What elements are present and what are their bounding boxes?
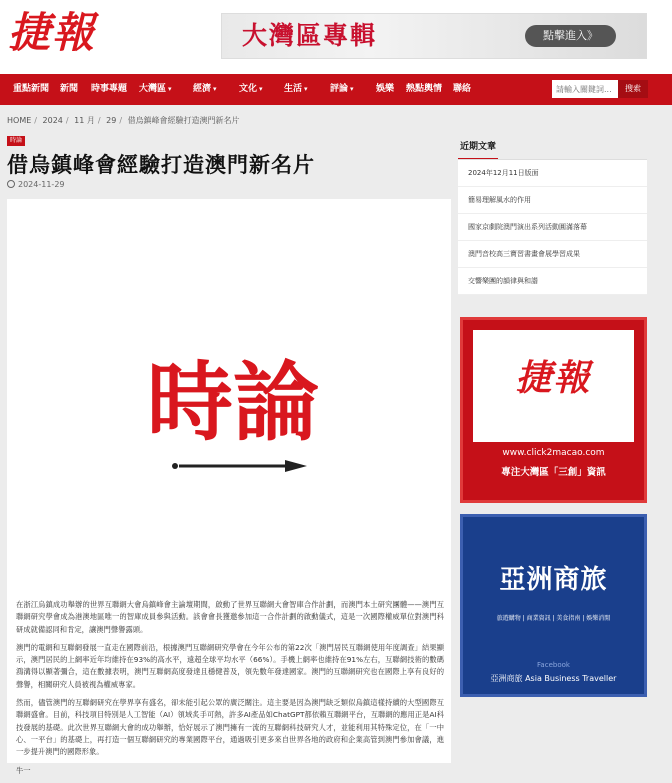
- recent-post-link[interactable]: 簡易理解風水的作用: [458, 187, 647, 214]
- article-image: [135, 340, 331, 486]
- clock-icon: [7, 180, 15, 188]
- sidebar: [458, 133, 647, 683]
- category-badge[interactable]: 時論: [7, 136, 25, 146]
- main-nav: [0, 74, 672, 105]
- site-logo[interactable]: 捷報: [8, 8, 97, 57]
- author-signature: 牛一: [16, 765, 31, 775]
- site-header: [0, 0, 672, 74]
- breadcrumb-current: 借烏鎮峰會經驗打造澳門新名片: [127, 116, 240, 125]
- article-text: [16, 599, 444, 783]
- breadcrumb-home[interactable]: HOME: [7, 116, 32, 125]
- article-date: 2024-11-29: [7, 180, 65, 189]
- ad2-tags: 旅遊購物 | 商業資訊 | 美食指南 | 娛樂消閒: [496, 615, 611, 622]
- pen-dot: [172, 463, 178, 469]
- ad2-title: 亞洲商旅: [499, 565, 608, 595]
- chevron-down-icon: ▾: [259, 85, 263, 93]
- paragraph: 然而，儘管澳門的互聯網研究在學界享有盛名，卻未能引起公眾的廣泛關注。這主要是因為澳門缺乏類似烏鎮這樣持續的大型國際互聯網盛會。目前，科技項目特別是人工智能（AI）領域炙手可熱，許多AI產品如ChatGPT都依賴互聯網平台，互聯網的應用正是AI科技發展的基礎。此次世界互聯網大會的成功舉辦，恰好展示了澳門擁有一流的互聯網科技研究人才，並能利用其特殊定位，在「一中心、一平台」的基礎上，再打造一個互聯網研究的專業國際平台，通過吸引更多來自世界各地的政府和企業高管到澳門參加會議，進一步提升澳門的國際形象。: [16, 698, 444, 757]
- chevron-down-icon: ▾: [304, 85, 308, 93]
- breadcrumb-month[interactable]: 11 月: [74, 116, 95, 125]
- jiebao-ad-banner[interactable]: [460, 317, 647, 503]
- banner-title: 大灣區專輯: [242, 21, 378, 50]
- search-button[interactable]: 搜索: [618, 80, 648, 98]
- nav-item-life[interactable]: 生活 ▾: [284, 84, 308, 94]
- article-body: [7, 199, 451, 775]
- greater-bay-banner[interactable]: [221, 13, 647, 59]
- article-title: 借烏鎮峰會經驗打造澳門新名片: [7, 153, 315, 177]
- paragraph: 在浙江烏鎮成功舉辦的世界互聯網大會烏鎮峰會主論壇期間，啟動了世界互聯網大會智庫合作計劃，而澳門本土研究團體——澳門互聯網研究學會成為港澳地區唯一的智庫成員參與活動。該會會長獲邀參加這一合作計劃的啟動儀式，這是一次國際權威單位對澳門科研成就備認同和肯定，讓澳門聲譽露頭。: [16, 600, 444, 634]
- breadcrumb-year[interactable]: 2024: [42, 116, 63, 125]
- banner-enter-button[interactable]: 點擊進入》: [525, 25, 616, 47]
- facebook-label: Facebook: [537, 661, 570, 669]
- recent-post-link[interactable]: 國家京劇院澳門演出系列活動圓滿落幕: [458, 214, 647, 241]
- ad-logo-panel: [473, 330, 634, 442]
- nav-item-contact[interactable]: 聯絡: [453, 84, 472, 94]
- nav-item-gba[interactable]: 大灣區 ▾: [139, 84, 172, 94]
- nav-item-opinion[interactable]: 評論 ▾: [330, 84, 354, 94]
- nav-item-entertainment[interactable]: 娛樂: [376, 84, 395, 94]
- recent-post-link[interactable]: 2024年12月11日版面: [458, 160, 647, 187]
- ad-url: www.click2macao.com: [502, 448, 605, 458]
- article: [7, 133, 451, 775]
- chevron-down-icon: ▾: [350, 85, 354, 93]
- nav-item-topics[interactable]: 時事專題: [91, 84, 128, 94]
- nav-item-news[interactable]: 新聞: [60, 84, 79, 94]
- pen-nib-icon: [285, 460, 307, 472]
- image-shilun-text: 時論: [147, 353, 319, 453]
- asia-business-ad-banner[interactable]: [460, 514, 647, 697]
- breadcrumb: HOME / 2024 / 11 月 / 29 / 借烏鎮峰會經驗打造澳門新名片: [7, 116, 240, 125]
- ad-logo: 捷報: [515, 357, 592, 399]
- nav-item-culture[interactable]: 文化 ▾: [239, 84, 263, 94]
- nav-item-highlights[interactable]: 重點新聞: [13, 84, 50, 94]
- search-input[interactable]: [552, 80, 618, 98]
- nav-item-trending[interactable]: 熱點輿情: [406, 84, 443, 94]
- paragraph: 澳門的電網和互聯網發展一直走在國際前沿，根據澳門互聯網研究學會在今年公布的第22次「澳門居民互聯網使用年度調查」結果顯示，澳門居民的上網率近年均維持在93%的高水平，遠超全球平均水平（66%）。手機上網率也維持在91%左右，互聯網技術的數碼鴻溝得以顯著彌合，這在數據表明，澳門互聯網高度發達且穩健普及，領先數年發達國家。澳門的互聯網研究也在國際上享有良好的聲譽，相關研究人員被視為權威專家。: [16, 642, 444, 689]
- recent-posts-list: [458, 159, 647, 295]
- breadcrumb-day[interactable]: 29: [106, 116, 117, 125]
- nav-item-economy[interactable]: 經濟 ▾: [193, 84, 217, 94]
- recent-post-link[interactable]: 澳門音校高三寶習書畫會展學習成果: [458, 241, 647, 268]
- recent-post-link[interactable]: 交響樂團的韻律與和諧: [458, 268, 647, 295]
- chevron-down-icon: ▾: [213, 85, 217, 93]
- recent-posts-heading: 近期文章: [458, 133, 498, 160]
- ad-slogan: 專注大灣區「三創」資訊: [501, 467, 606, 478]
- chevron-down-icon: ▾: [168, 85, 172, 93]
- ad2-english-title: 亞洲商旅 Asia Business Traveller: [490, 674, 617, 683]
